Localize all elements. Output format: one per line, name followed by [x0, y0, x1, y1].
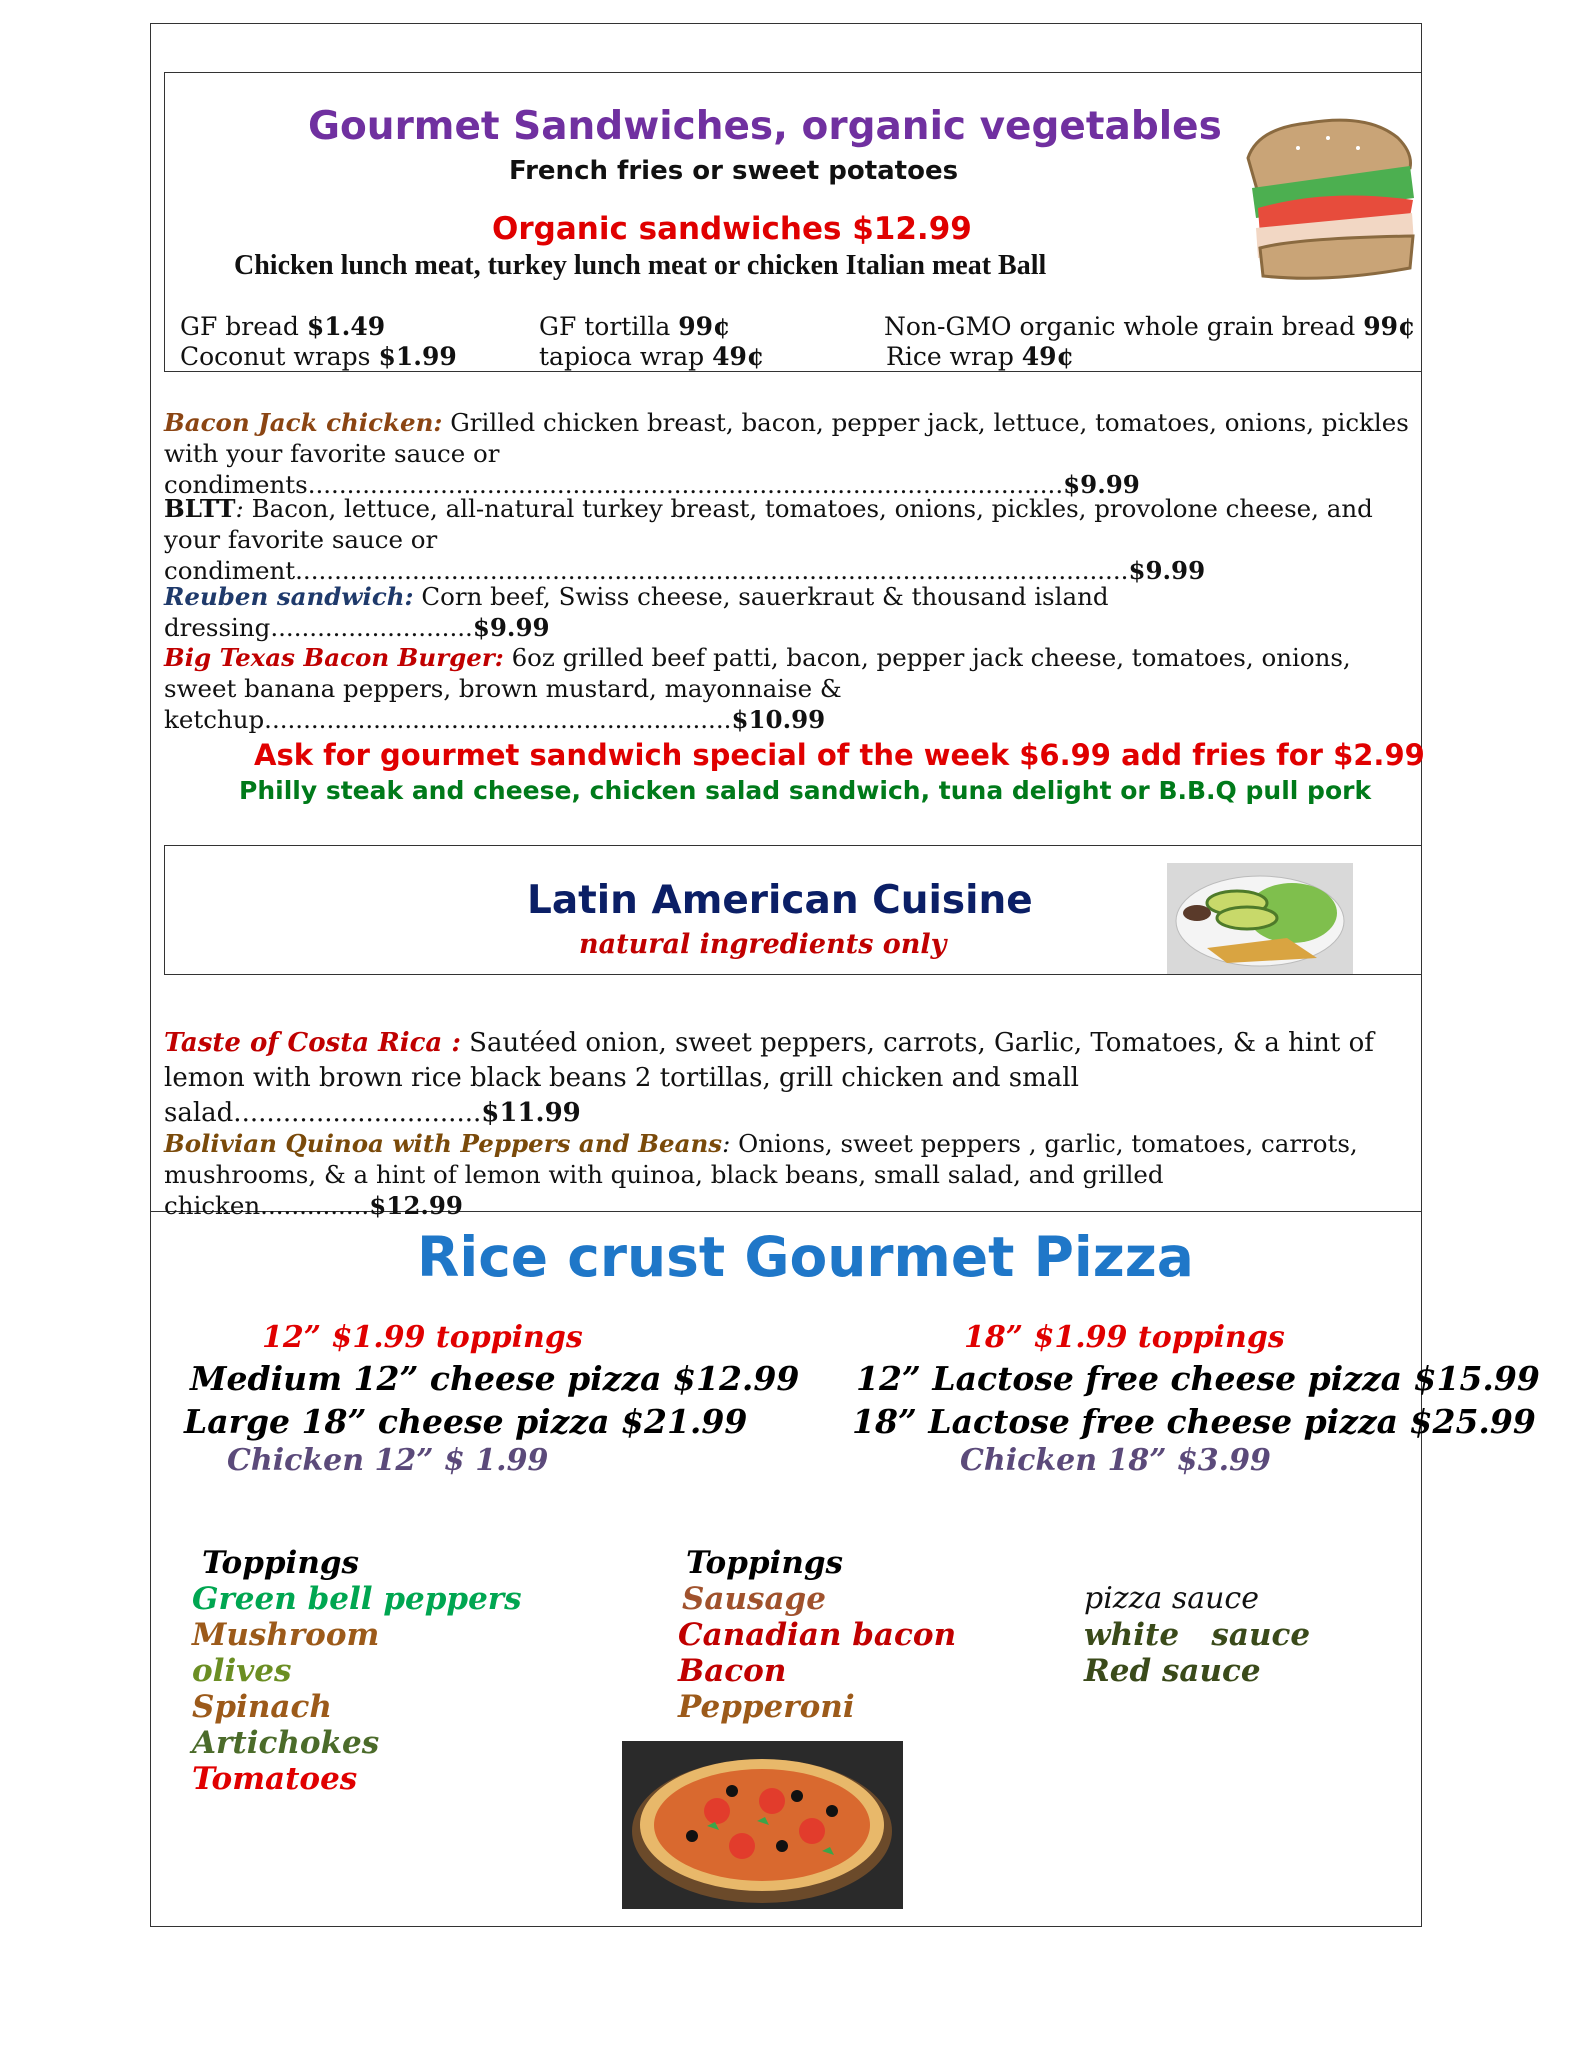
pizza-medium: Medium 12” cheese pizza $12.99 — [190, 1359, 800, 1398]
topping-item: olives — [192, 1653, 292, 1689]
sauce-item: white sauce — [1084, 1617, 1311, 1653]
sandwiches-subtitle: French fries or sweet potatoes — [509, 156, 959, 186]
topping-item: Spinach — [192, 1689, 332, 1725]
topping-item: Sausage — [682, 1581, 826, 1617]
option-coconut-wraps: Coconut wraps $1.99 — [180, 342, 457, 371]
latin-title: Latin American Cuisine — [527, 878, 1033, 923]
toppings-heading-2: Toppings — [686, 1545, 843, 1581]
menu-item: Reuben sandwich: Corn beef, Swiss cheese, sauerkraut & thousand island dressing..........................$9.99 — [164, 582, 1109, 642]
special-options: Philly steak and cheese, chicken salad sandwich, tuna delight or B.B.Q pull pork — [239, 776, 1372, 805]
pizza-lactose-18: 18” Lactose free cheese pizza $25.99 — [852, 1402, 1536, 1441]
option-gf-tortilla: GF tortilla 99¢ — [539, 312, 731, 341]
special-of-week: Ask for gourmet sandwich special of the week $6.99 add fries for $2.99 — [254, 738, 1425, 772]
sauce-item: Red sauce — [1084, 1653, 1261, 1689]
option-tapioca-wrap: tapioca wrap 49¢ — [539, 342, 765, 371]
topping-item: Pepperoni — [678, 1689, 855, 1725]
latin-dish-image — [1167, 863, 1353, 974]
menu-item: Big Texas Bacon Burger: 6oz grilled beef patti, bacon, pepper jack cheese, tomatoes, onions, sweet banana peppers, brown mustard, mayonnaise & ketchup............................................................$10.99 — [164, 643, 1351, 734]
topping-item: Green bell peppers — [192, 1581, 522, 1617]
pizza-image — [622, 1741, 903, 1909]
sandwiches-title: Gourmet Sandwiches, organic vegetables — [308, 104, 1222, 149]
option-rice-wrap: Rice wrap 49¢ — [886, 342, 1074, 371]
pizza-right-toppings-price: 18” $1.99 toppings — [964, 1320, 1285, 1355]
sandwiches-price: Organic sandwiches $12.99 — [492, 211, 972, 247]
sandwiches-meats: Chicken lunch meat, turkey lunch meat or chicken Italian meat Ball — [234, 250, 1047, 281]
topping-item: Tomatoes — [192, 1761, 358, 1797]
pizza-large: Large 18” cheese pizza $21.99 — [184, 1402, 748, 1441]
menu-item: Bolivian Quinoa with Peppers and Beans: Onions, sweet peppers , garlic, tomatoes, carrots, mushrooms, & a hint of lemon with quinoa, black beans, small salad, and grilled chicken..............$12.99 — [164, 1129, 1358, 1220]
sauce-item: pizza sauce — [1084, 1581, 1259, 1616]
sandwich-image — [1238, 108, 1420, 288]
pizza-chicken-12: Chicken 12” $ 1.99 — [227, 1443, 549, 1478]
topping-item: Canadian bacon — [678, 1617, 957, 1653]
pizza-lactose-12: 12” Lactose free cheese pizza $15.99 — [856, 1359, 1540, 1398]
topping-item: Mushroom — [192, 1617, 380, 1653]
menu-item: BLTT: Bacon, lettuce, all-natural turkey breast, tomatoes, onions, pickles, provolone cheese, and your favorite sauce or condiment...........................................................................................................$9.99 — [164, 494, 1373, 585]
pizza-left-toppings-price: 12” $1.99 toppings — [262, 1320, 583, 1355]
menu-item: Taste of Costa Rica : Sautéed onion, sweet peppers, carrots, Garlic, Tomatoes, & a hint of lemon with brown rice black beans 2 tortillas, grill chicken and small salad..............................$11.99 — [164, 1028, 1374, 1128]
option-whole-grain: Non-GMO organic whole grain bread 99¢ — [884, 312, 1416, 341]
pizza-chicken-18: Chicken 18” $3.99 — [960, 1443, 1271, 1478]
topping-item: Artichokes — [192, 1725, 380, 1761]
latin-subtitle: natural ingredients only — [579, 929, 947, 960]
topping-item: Bacon — [678, 1653, 787, 1689]
pizza-title: Rice crust Gourmet Pizza — [417, 1225, 1194, 1289]
toppings-heading-1: Toppings — [202, 1545, 359, 1581]
menu-item: Bacon Jack chicken: Grilled chicken breast, bacon, pepper jack, lettuce, tomatoes, onions, pickles with your favorite sauce or condiments.................................................................................................$9.99 — [164, 408, 1409, 499]
option-gf-bread: GF bread $1.49 — [180, 312, 386, 341]
